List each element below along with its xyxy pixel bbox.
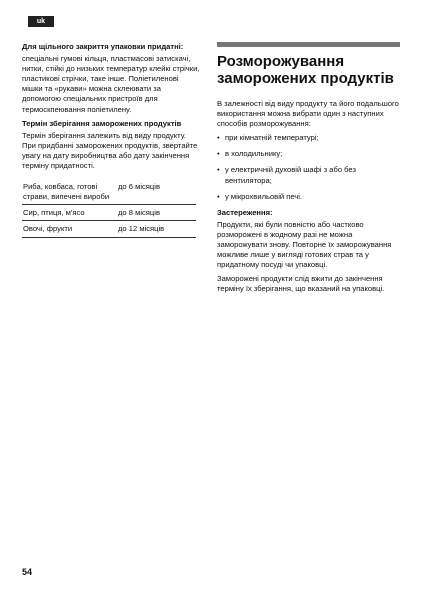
- packaging-heading: Для щільного закриття упаковки придатні:: [22, 42, 184, 51]
- warning-text: Продукти, які були повністю або частково розморожені в жодному разі не можна заморожувати знову. Повторне їх заморожування можливе лише у вигляді готових страв та у придатному посуді чи упаковці.: [217, 219, 392, 270]
- section-title: Розморожування заморожених продуктів: [217, 53, 394, 87]
- warning-heading: Застереження:: [217, 207, 273, 217]
- table-row: [22, 221, 196, 237]
- list-item: • в холодильнику;: [217, 149, 400, 159]
- section-bar: [217, 42, 400, 47]
- table-row: [22, 179, 196, 205]
- storage-table: [22, 179, 196, 237]
- list-item: • у мікрохвильовій печі.: [217, 192, 400, 202]
- table-cell-product: Овочі, фрукти: [23, 224, 73, 234]
- language-tab: uk: [28, 16, 54, 27]
- table-cell-term: до 12 місяців: [118, 224, 165, 234]
- list-item: • при кімнатній температурі;: [217, 133, 400, 143]
- defrost-options-list: [217, 133, 400, 201]
- final-text: Заморожені продукти слід вжити до закінчення терміну їх зберігання, що вказаний на упаковці.: [217, 274, 385, 294]
- defrost-intro: В залежності від виду продукту та його подальшого використання можна вибрати один з наступних способів розморожування:: [217, 99, 399, 129]
- table-cell-term: до 6 місяців: [118, 182, 160, 192]
- packaging-text: спеціальні гумові кільця, пластмасові затискачі, нитки, стійкі до низьких температур клейкі стрічки, пластикові стрічки, таке інше. Поліетиленові мішки та «рукави» можна склеювати за допомогою спеціальних пристроїв для термоскпеювання поліетилену.: [22, 54, 200, 114]
- table-row: [22, 205, 196, 221]
- page-number: 54: [22, 567, 33, 577]
- table-cell-product: Риба, ковбаса, готові страви, випечені вироби: [23, 182, 110, 202]
- right-column: [217, 42, 400, 297]
- list-item: • у електричній духовій шафі з або без вентилятора;: [217, 165, 400, 185]
- left-column: [22, 42, 200, 238]
- storage-text: Термін зберігання залежить від виду продукту. При придбанні заморожених продуктів, звертайте увагу на дату виробництва або дату закінчення терміну придатності.: [22, 130, 198, 171]
- table-cell-product: Сир, птиця, м'ясо: [23, 208, 85, 218]
- storage-heading: Термін зберігання заморожених продуктів: [22, 118, 182, 128]
- table-cell-term: до 8 місяців: [118, 208, 160, 218]
